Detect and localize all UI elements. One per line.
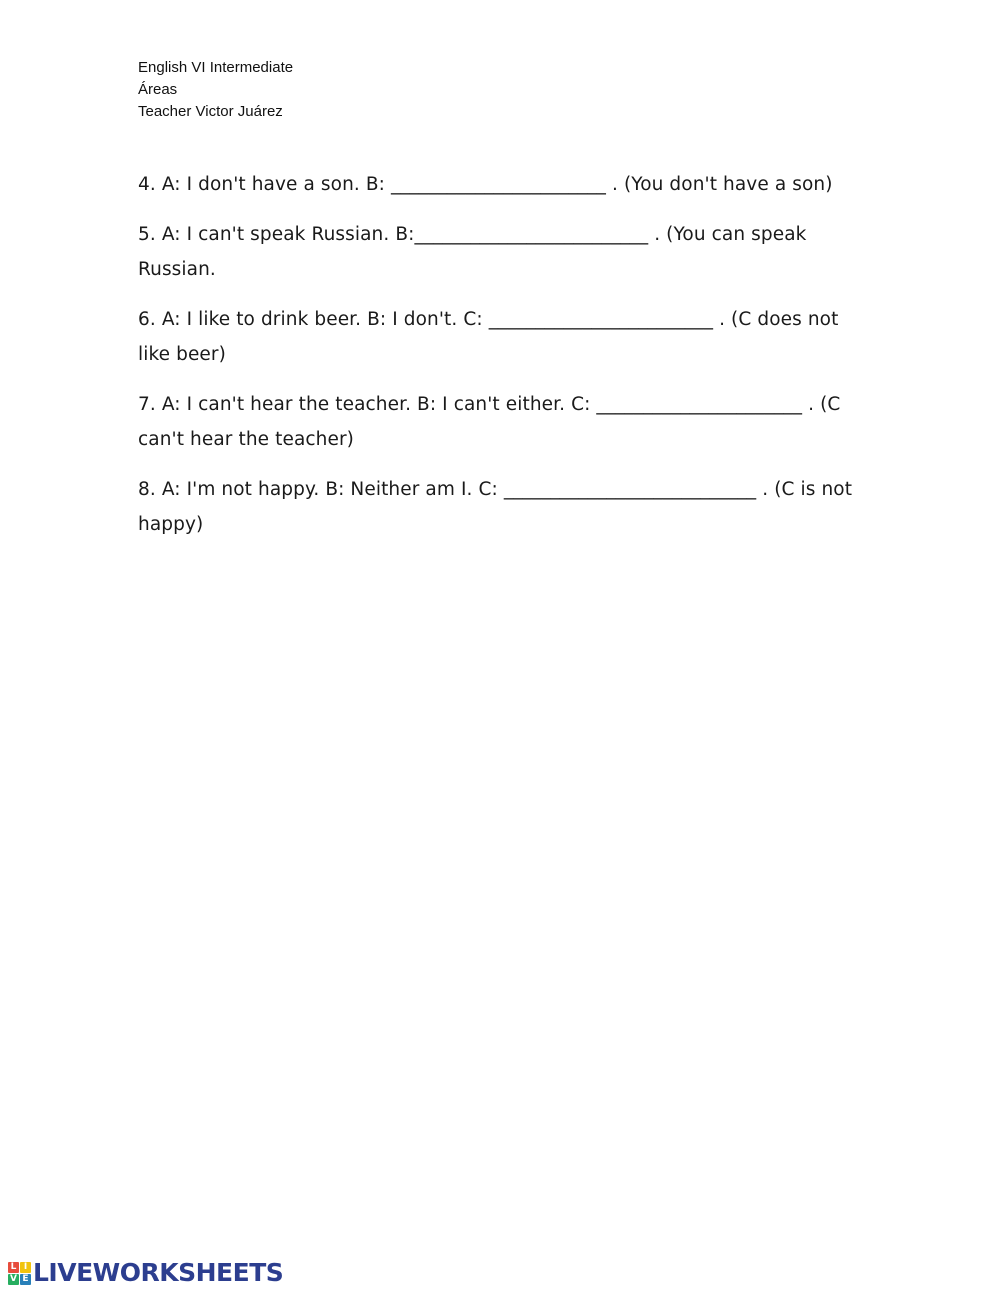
logo-cell-l: L xyxy=(8,1262,19,1273)
topic-title: Áreas xyxy=(138,81,178,98)
course-title: English VI Intermediate xyxy=(138,59,294,76)
logo-cell-v: V xyxy=(8,1274,19,1285)
exercise-item-7: 7. A: I can't hear the teacher. B: I can't either. C: ______________________ . (C can't hear the teacher) xyxy=(138,394,841,450)
exercise-list xyxy=(138,167,858,557)
exercise-item-4: 4. A: I don't have a son. B: _______________________ . (You don't have a son) xyxy=(138,174,833,195)
logo-grid-icon xyxy=(8,1262,31,1285)
logo-text: LIVEWORKSHEETS xyxy=(33,1258,284,1287)
teacher-name: Teacher Victor Juárez xyxy=(138,103,283,120)
worksheet-header xyxy=(138,57,293,123)
exercise-item-8: 8. A: I'm not happy. B: Neither am I. C: ___________________________ . (C is not happy) xyxy=(138,479,853,535)
exercise-item-5: 5. A: I can't speak Russian. B:_________________________ . (You can speak Russian. xyxy=(138,224,807,280)
logo-cell-e: E xyxy=(20,1274,31,1285)
exercise-item-6: 6. A: I like to drink beer. B: I don't. C: ________________________ . (C does not like beer) xyxy=(138,309,839,365)
logo-cell-i: I xyxy=(20,1262,31,1273)
liveworksheets-logo xyxy=(8,1259,283,1287)
